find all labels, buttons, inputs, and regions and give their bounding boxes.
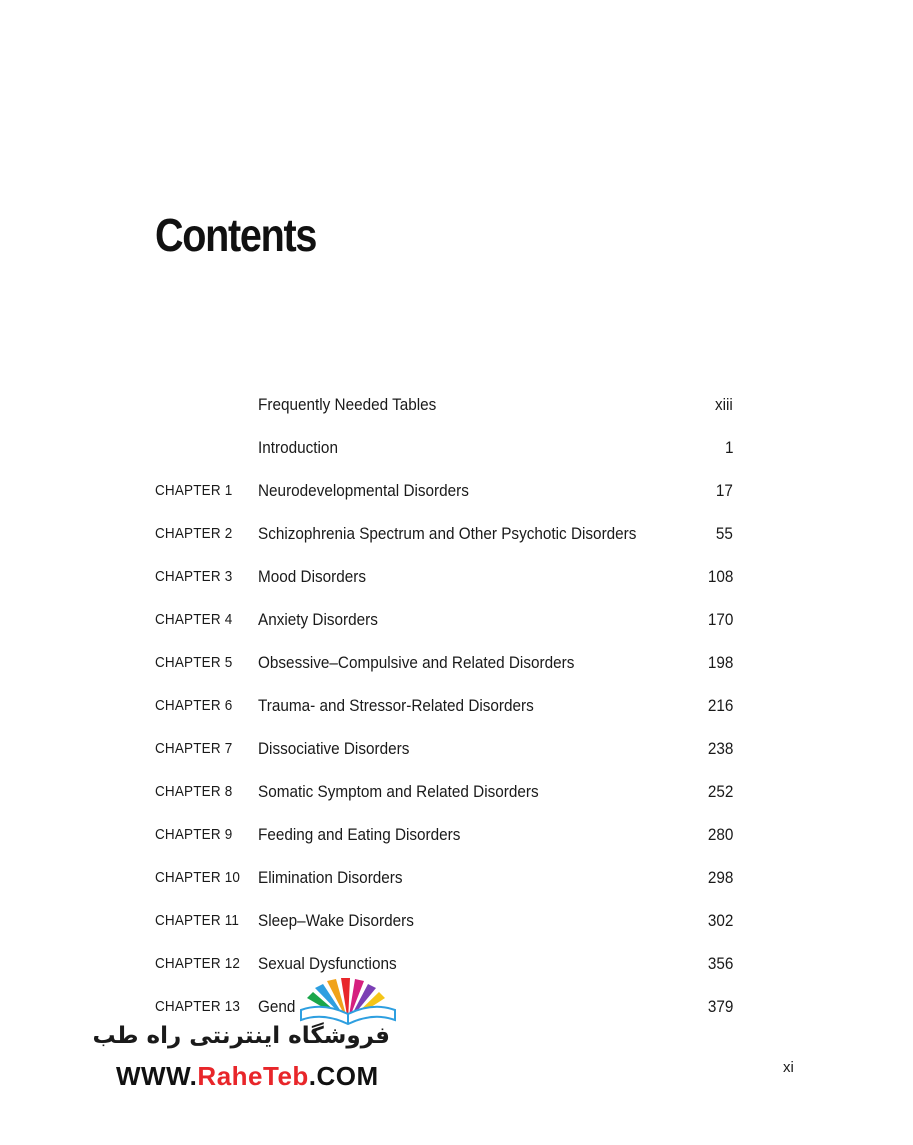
toc-chapter-label: CHAPTER 13 [155,998,241,1015]
toc-entry-title: Neurodevelopmental Disorders [258,481,469,500]
toc-chapter-label: CHAPTER 10 [155,869,241,886]
toc-entry-title: Anxiety Disorders [258,610,378,629]
toc-entry-title: Somatic Symptom and Related Disorders [258,782,539,801]
toc-entry-title: Introduction [258,438,338,457]
toc-entry-title: Elimination Disorders [258,868,403,887]
toc-row [155,641,735,684]
toc-entry-title: Schizophrenia Spectrum and Other Psychotic Disorders [258,524,637,543]
page-title: Contents [155,209,317,261]
watermark-url-accent: RaheTeb [197,1061,309,1091]
toc-chapter-label: CHAPTER 6 [155,697,233,714]
toc-chapter-label: CHAPTER 4 [155,611,233,628]
page-number: xi [783,1059,794,1076]
toc-row [155,899,735,942]
toc-row [155,770,735,813]
toc-entry-title: Dissociative Disorders [258,739,410,758]
toc-row [155,813,735,856]
watermark-url-suffix: .COM [308,1061,379,1091]
toc-entry-title: Trauma- and Stressor-Related Disorders [258,696,534,715]
toc-page-number: 170 [707,610,733,629]
toc-page-number: 356 [707,954,733,973]
toc-page-number: 108 [707,567,733,586]
toc-row [155,856,735,899]
toc-row [155,383,735,426]
toc-page-number: 302 [707,911,733,930]
toc-row [155,727,735,770]
watermark-url [116,1061,379,1092]
watermark-persian-text: فروشگاه اینترنتی راه طب [92,1023,390,1049]
toc-entry-title: Gend [258,997,296,1016]
toc-row [155,512,735,555]
toc-page-number: 379 [707,997,733,1016]
table-of-contents [155,383,735,1028]
toc-page-number: 216 [707,696,733,715]
toc-page-number: 252 [707,782,733,801]
toc-entry-title: Obsessive–Compulsive and Related Disorders [258,653,575,672]
toc-entry-title: Sleep–Wake Disorders [258,911,414,930]
toc-page-number: 238 [707,739,733,758]
watermark-url-prefix: WWW. [116,1061,198,1091]
toc-row [155,426,735,469]
toc-row [155,684,735,727]
toc-chapter-label: CHAPTER 1 [155,482,233,499]
toc-chapter-label: CHAPTER 11 [155,912,240,929]
toc-entry-title: Feeding and Eating Disorders [258,825,461,844]
toc-row [155,598,735,641]
toc-chapter-label: CHAPTER 9 [155,826,233,843]
toc-chapter-label: CHAPTER 5 [155,654,233,671]
toc-page-number: 55 [715,524,733,543]
toc-chapter-label: CHAPTER 3 [155,568,233,585]
toc-page-number: 298 [707,868,733,887]
toc-chapter-label: CHAPTER 12 [155,955,241,972]
toc-page-number: 17 [715,481,733,500]
toc-chapter-label: CHAPTER 2 [155,525,233,542]
toc-row [155,555,735,598]
watermark [92,978,402,1093]
open-book-rainbow-icon [293,978,403,1028]
toc-entry-title: Frequently Needed Tables [258,395,437,414]
toc-chapter-label: CHAPTER 7 [155,740,233,757]
toc-page-number: 280 [707,825,733,844]
toc-chapter-label: CHAPTER 8 [155,783,233,800]
toc-page-number: 198 [707,653,733,672]
toc-page-number: 1 [724,438,733,457]
toc-page-number: xiii [715,395,733,414]
toc-entry-title: Mood Disorders [258,567,366,586]
toc-entry-title: Sexual Dysfunctions [258,954,397,973]
toc-row [155,469,735,512]
